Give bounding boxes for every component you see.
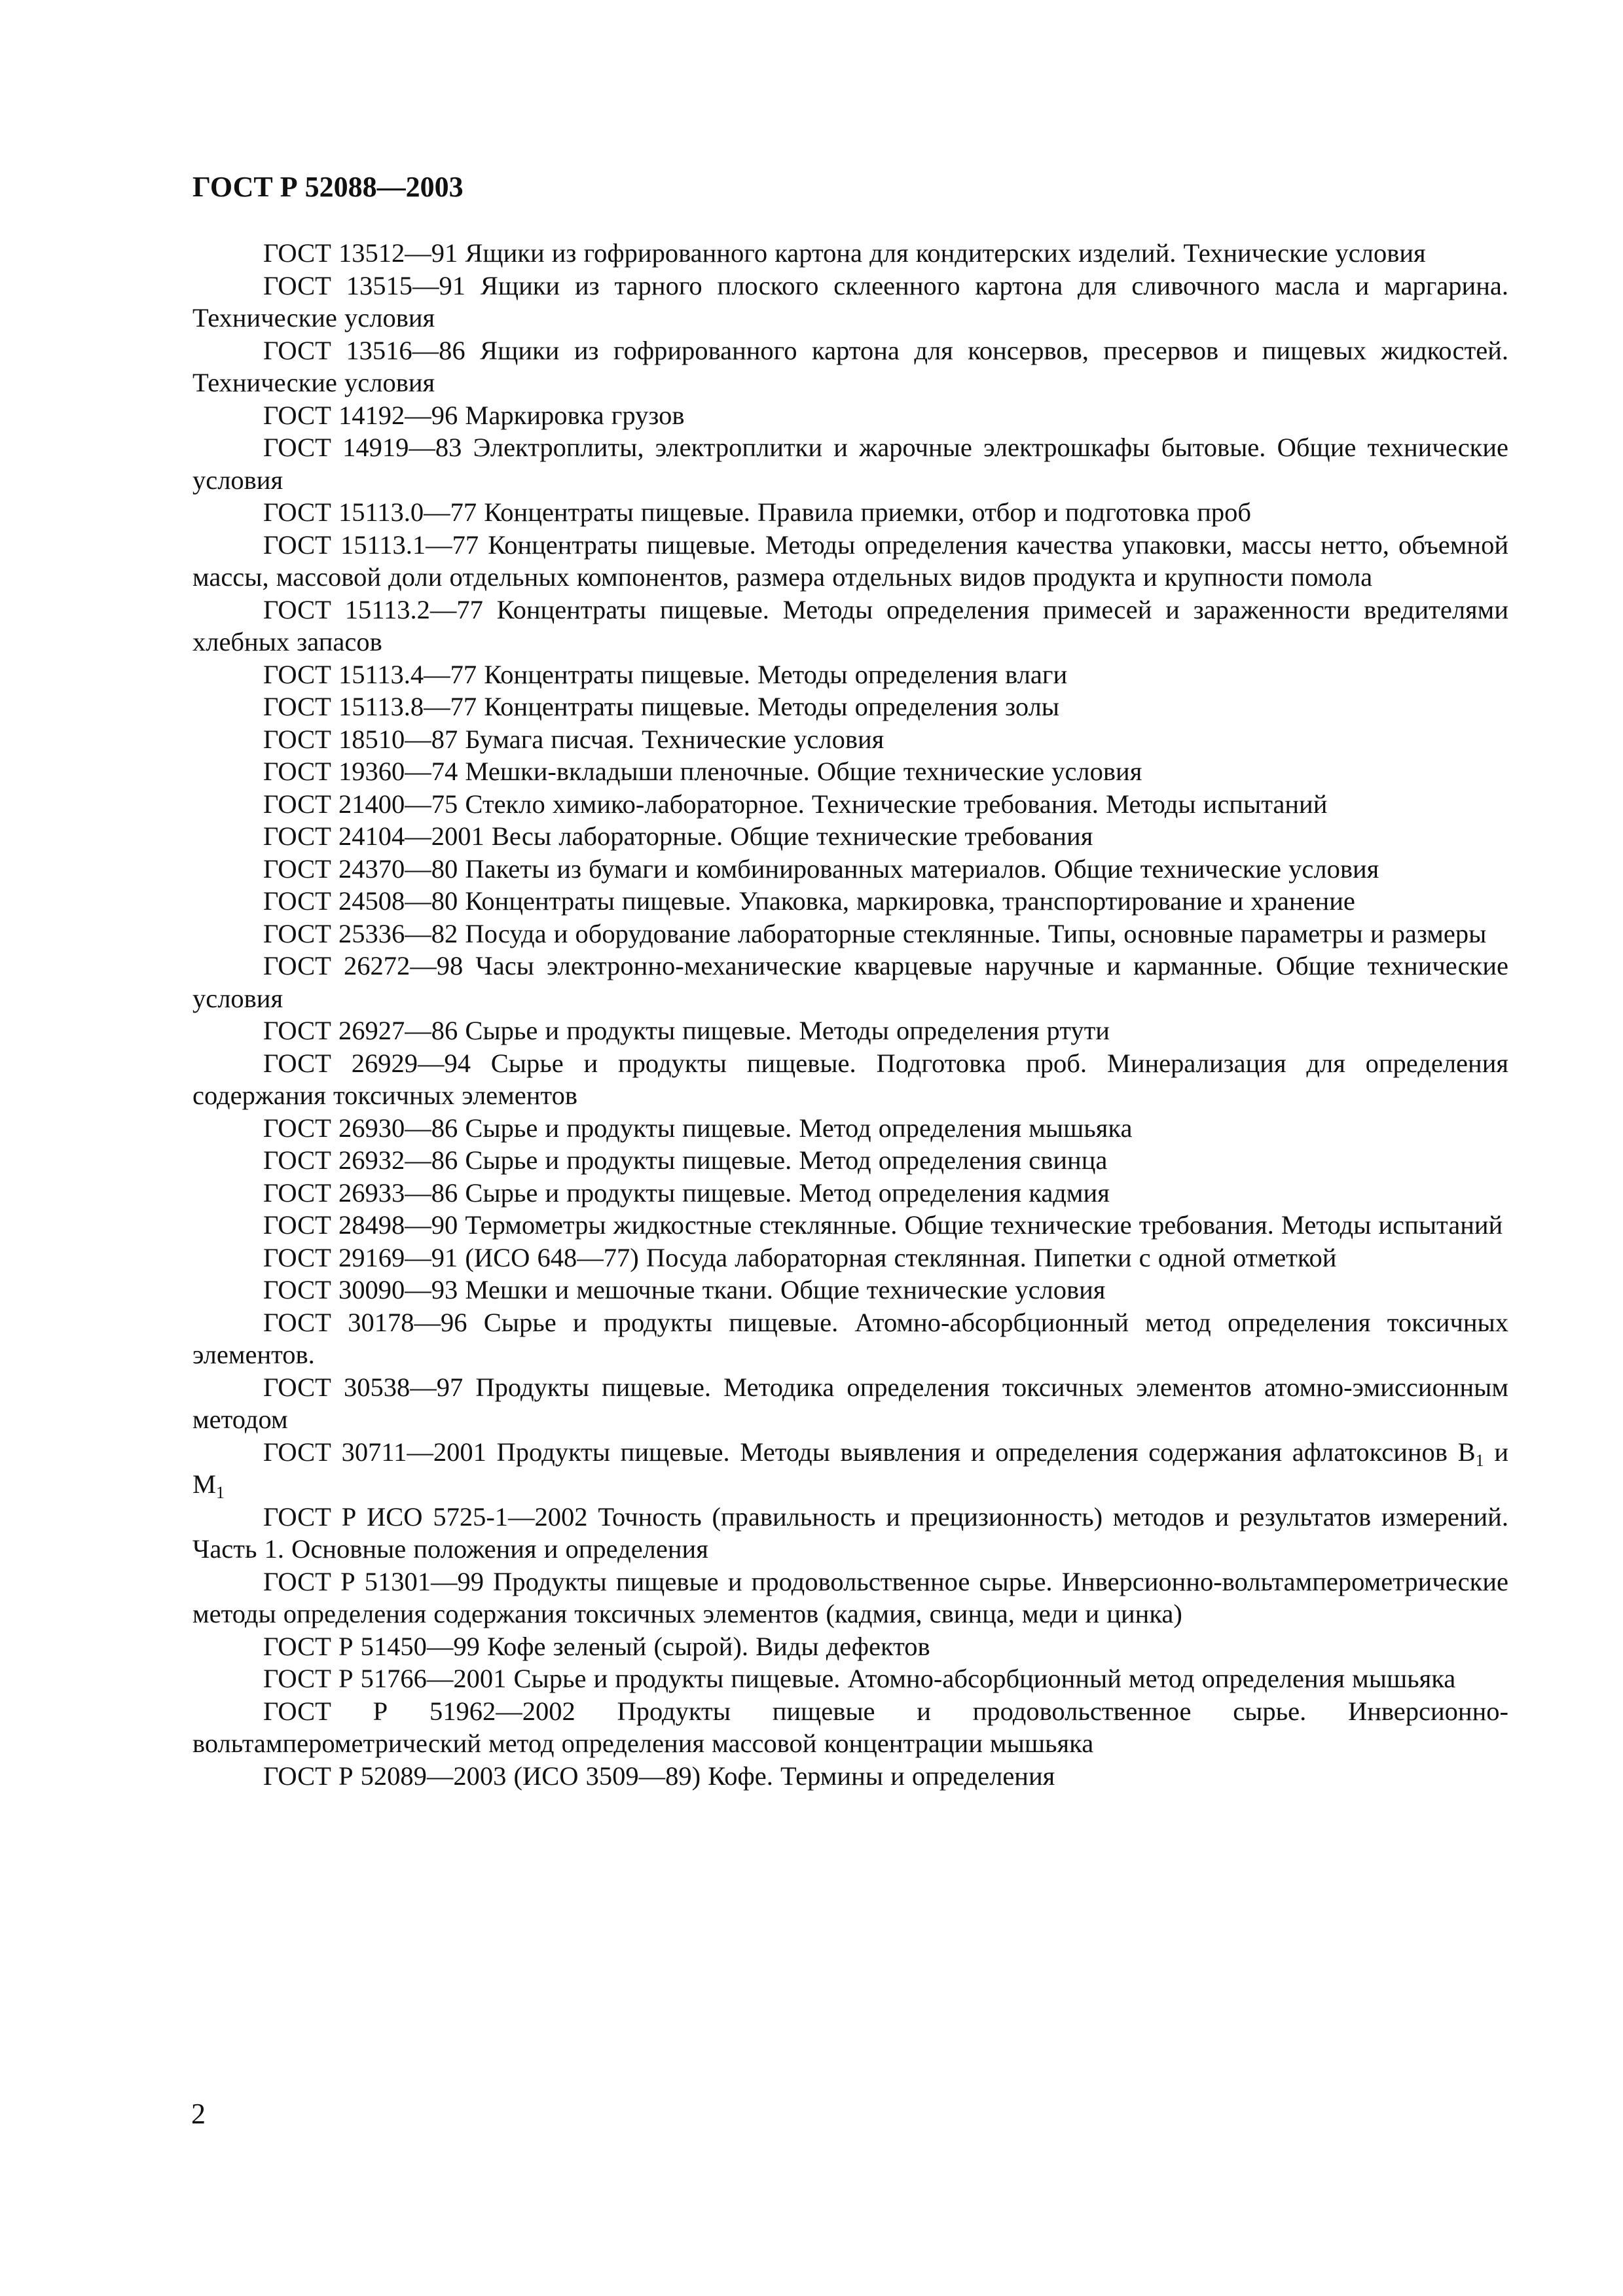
reference-entry: ГОСТ Р 51301—99 Продукты пищевые и продовольственное сырье. Инверсионно-вольтамперометрические методы определения содержания токсичных элементов (кадмия, свинца, меди и цинка) [192, 1566, 1508, 1628]
reference-entry: ГОСТ 15113.1—77 Концентраты пищевые. Методы определения качества упаковки, массы нетто, объемной массы, массовой доли отдельных компонентов, размера отдельных видов продукта и крупности помола [192, 529, 1508, 592]
reference-entry: ГОСТ 29169—91 (ИСО 648—77) Посуда лабораторная стеклянная. Пипетки с одной отметкой [263, 1242, 1337, 1272]
reference-entry: ГОСТ 30178—96 Сырье и продукты пищевые. Атомно-абсорбционный метод определения токсичных элементов. [192, 1307, 1508, 1369]
reference-entry: ГОСТ 24508—80 Концентраты пищевые. Упаковка, маркировка, транспортирование и хранение [263, 886, 1355, 916]
document-header [192, 169, 464, 206]
normative-references-list [192, 237, 1508, 1792]
reference-entry: ГОСТ 14919—83 Электроплиты, электроплитки и жарочные электрошкафы бытовые. Общие технические условия [192, 433, 1508, 495]
reference-entry: ГОСТ 15113.2—77 Концентраты пищевые. Методы определения примесей и зараженности вредителями хлебных запасов [192, 594, 1508, 656]
reference-entry: ГОСТ Р 52089—2003 (ИСО 3509—89) Кофе. Термины и определения [263, 1761, 1055, 1791]
reference-entry: ГОСТ 26272—98 Часы электронно-механические кварцевые наручные и карманные. Общие технические условия [192, 951, 1508, 1013]
reference-entry: ГОСТ 24104—2001 Весы лабораторные. Общие технические требования [263, 821, 1093, 851]
reference-entry: ГОСТ Р ИСО 5725-1—2002 Точность (правильность и прецизионность) методов и результатов измерений. Часть 1. Основные положения и определения [192, 1501, 1508, 1564]
reference-entry: ГОСТ 15113.0—77 Концентраты пищевые. Правила приемки, отбор и подготовка проб [263, 497, 1251, 527]
subscript-index: 1 [216, 1483, 225, 1502]
reference-entry: ГОСТ 15113.4—77 Концентраты пищевые. Методы определения влаги [263, 659, 1068, 689]
reference-entry: ГОСТ 18510—87 Бумага писчая. Технические условия [263, 724, 884, 754]
reference-entry: ГОСТ 13515—91 Ящики из тарного плоского склеенного картона для сливочного масла и маргарина. Технические условия [192, 270, 1508, 332]
reference-entry-aflatoxins [192, 1436, 1508, 1501]
reference-entry: ГОСТ 30090—93 Мешки и мешочные ткани. Общие технические условия [263, 1275, 1106, 1304]
reference-entry: ГОСТ 13516—86 Ящики из гофрированного картона для консервов, пресервов и пищевых жидкостей. Технические условия [192, 335, 1508, 397]
subscript-index: 1 [1475, 1450, 1484, 1470]
reference-entry: ГОСТ Р 51766—2001 Сырье и продукты пищевые. Атомно-абсорбционный метод определения мышьяка [263, 1664, 1456, 1693]
reference-entry: ГОСТ 30538—97 Продукты пищевые. Методика определения токсичных элементов атомно-эмиссионным методом [192, 1372, 1508, 1434]
page-number: 2 [191, 2098, 206, 2130]
reference-entry: ГОСТ 26927—86 Сырье и продукты пищевые. Методы определения ртути [263, 1016, 1110, 1045]
reference-entry: ГОСТ 15113.8—77 Концентраты пищевые. Методы определения золы [263, 692, 1060, 721]
reference-entry: ГОСТ 26933—86 Сырье и продукты пищевые. Метод определения кадмия [263, 1177, 1110, 1208]
reference-entry: ГОСТ 26930—86 Сырье и продукты пищевые. Метод определения мышьяка [263, 1113, 1133, 1143]
reference-entry: ГОСТ 28498—90 Термометры жидкостные стеклянные. Общие технические требования. Методы испытаний [263, 1210, 1503, 1240]
reference-entry-text: и М [192, 1437, 1509, 1499]
reference-entry: ГОСТ 21400—75 Стекло химико-лабораторное. Технические требования. Методы испытаний [263, 789, 1328, 819]
reference-entry: ГОСТ 14192—96 Маркировка грузов [263, 400, 685, 430]
reference-entry-text: ГОСТ 30711—2001 Продукты пищевые. Методы выявления и определения содержания афлатоксинов В [263, 1437, 1476, 1467]
reference-entry: ГОСТ 26932—86 Сырье и продукты пищевые. Метод определения свинца [263, 1145, 1108, 1175]
reference-entry: ГОСТ 26929—94 Сырье и продукты пищевые. Подготовка проб. Минерализация для определения содержания токсичных элементов [192, 1048, 1508, 1110]
reference-entry: ГОСТ 19360—74 Мешки-вкладыши пленочные. Общие технические условия [263, 757, 1142, 786]
reference-entry: ГОСТ Р 51962—2002 Продукты пищевые и продовольственное сырье. Инверсионно-вольтамперометрический метод определения массовой концентрации мышьяка [192, 1696, 1508, 1758]
reference-entry: ГОСТ Р 51450—99 Кофе зеленый (сырой). Виды дефектов [263, 1631, 930, 1661]
reference-entry: ГОСТ 13512—91 Ящики из гофрированного картона для кондитерских изделий. Технические условия [263, 238, 1426, 268]
document-standard-number: ГОСТ Р 52088—2003 [192, 171, 464, 203]
reference-entry: ГОСТ 25336—82 Посуда и оборудование лабораторные стеклянные. Типы, основные параметры и размеры [263, 918, 1487, 948]
reference-entry: ГОСТ 24370—80 Пакеты из бумаги и комбинированных материалов. Общие технические условия [263, 853, 1379, 884]
